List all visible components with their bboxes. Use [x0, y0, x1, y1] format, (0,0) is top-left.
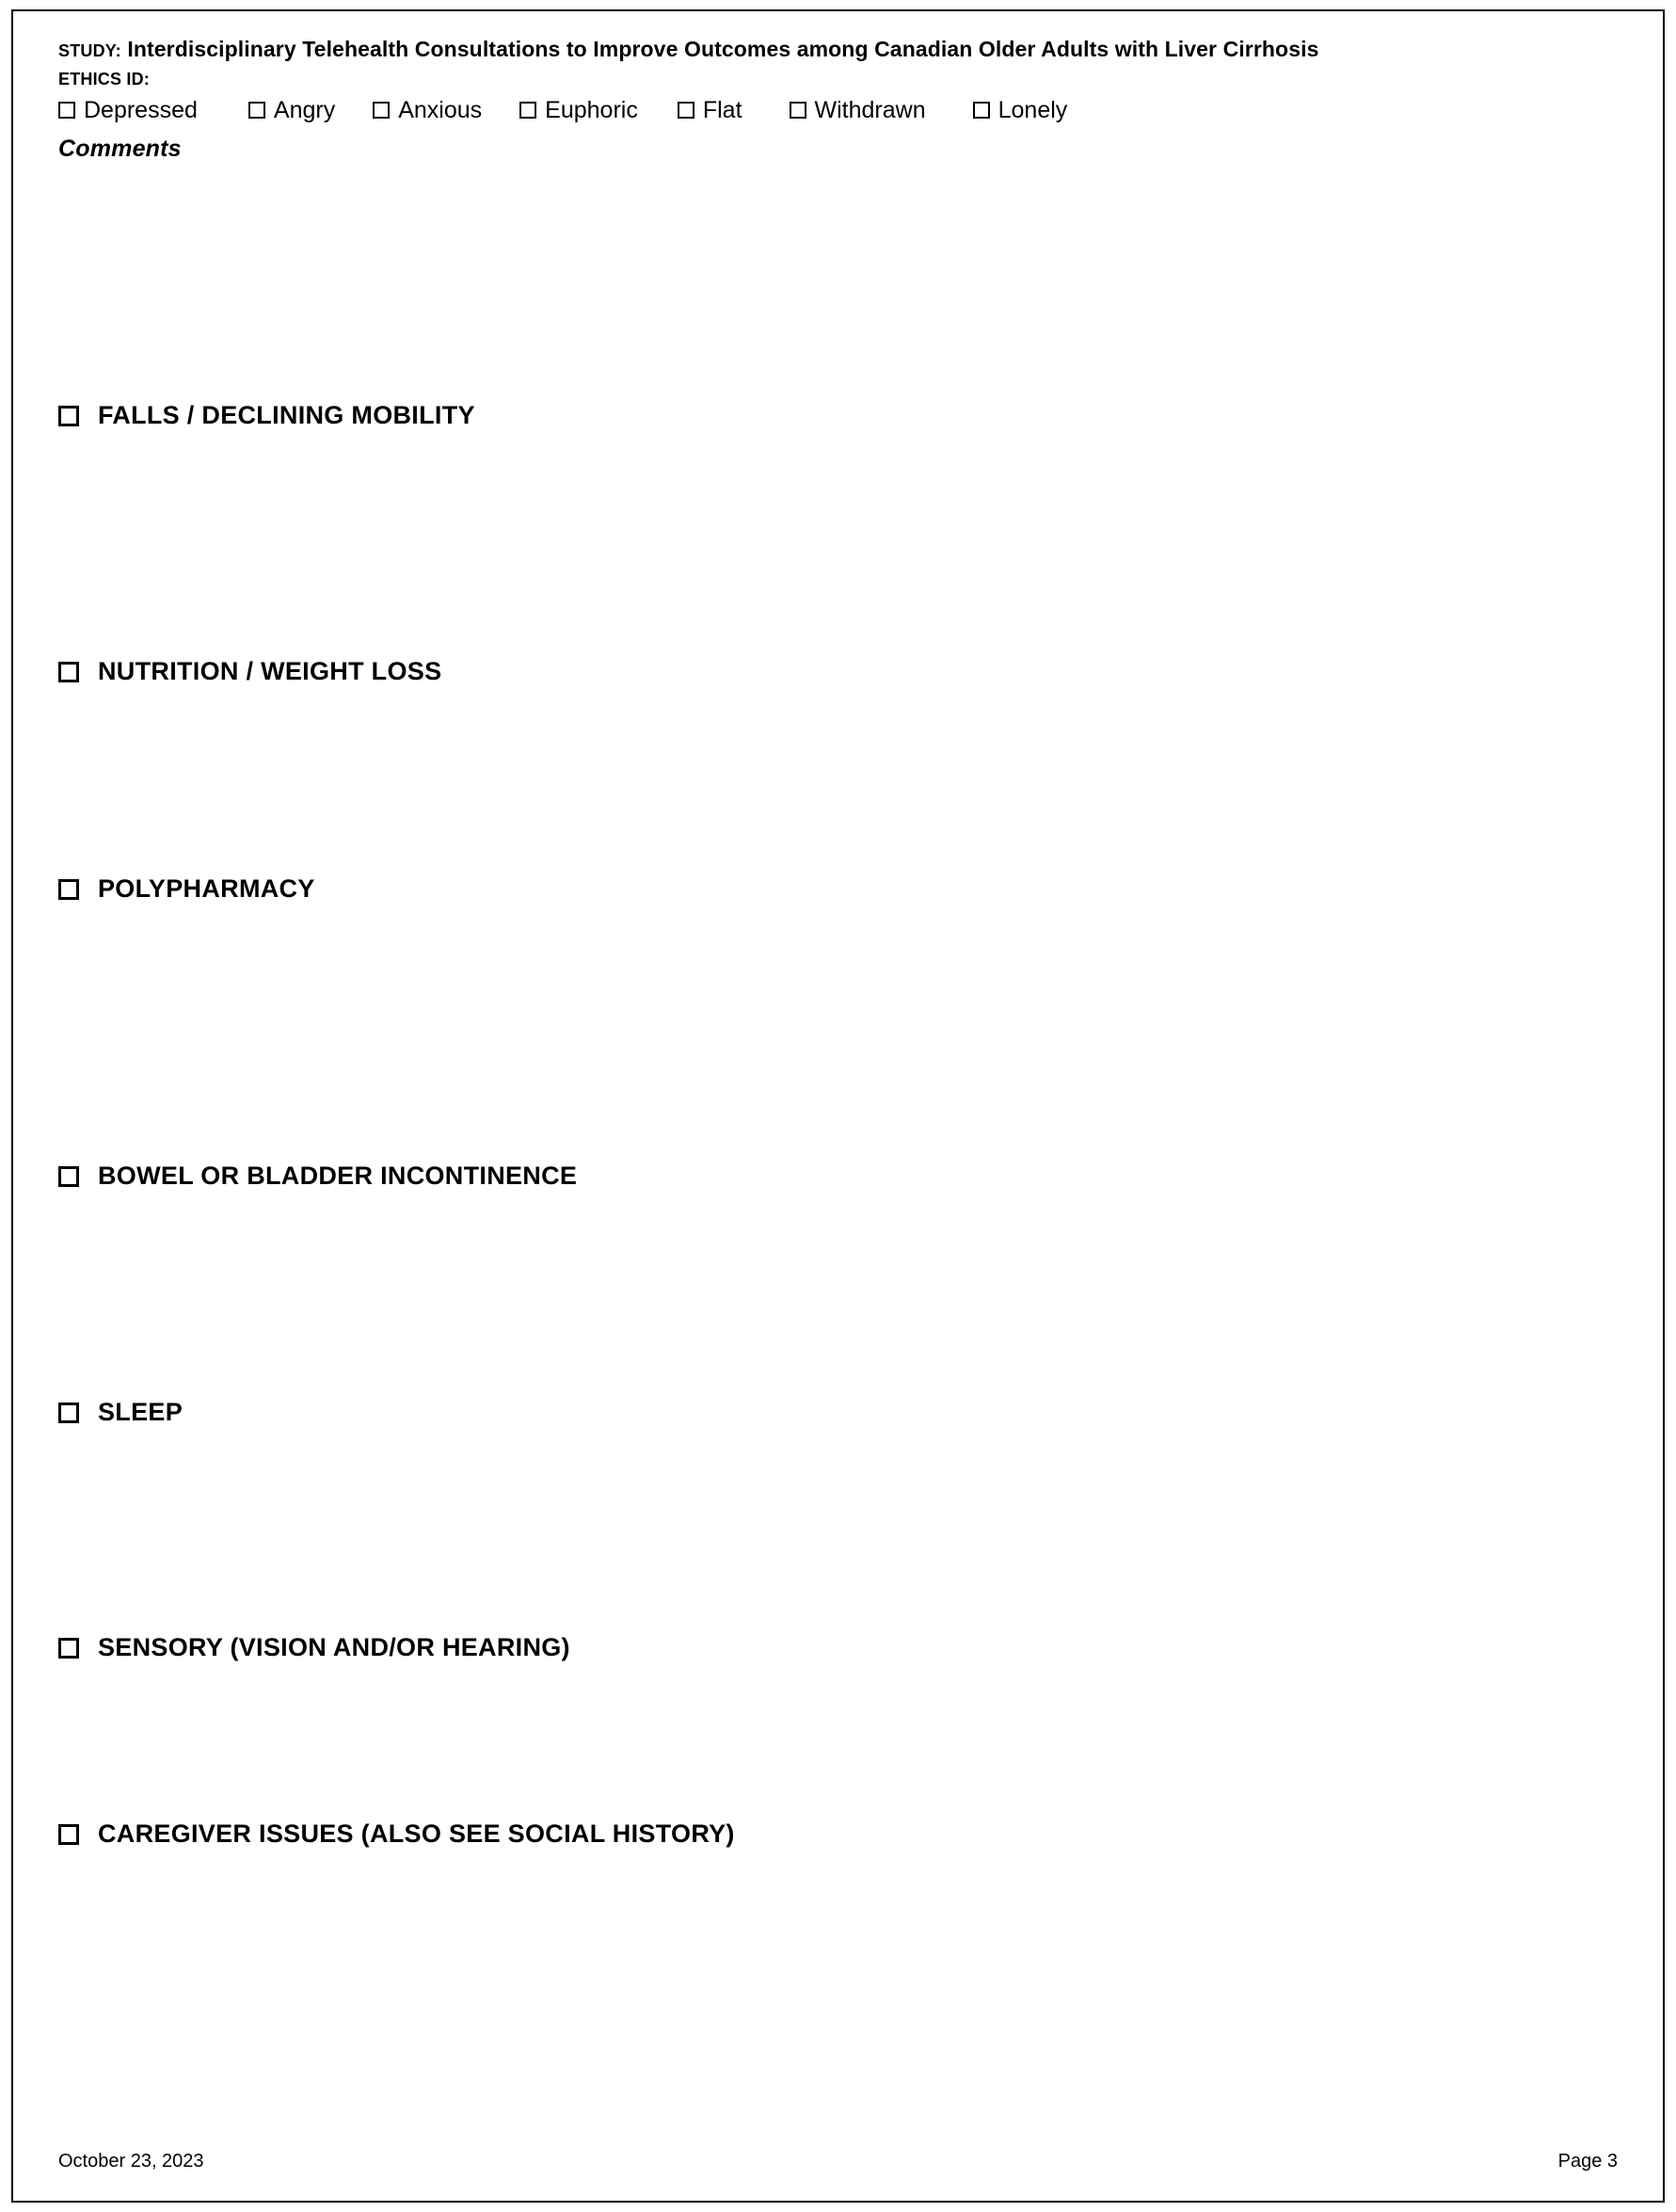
- section-title: POLYPHARMACY: [98, 874, 315, 903]
- section-title: CAREGIVER ISSUES (ALSO SEE SOCIAL HISTORY): [98, 1819, 735, 1848]
- study-line: [58, 36, 1618, 64]
- checkbox-icon[interactable]: [678, 102, 694, 119]
- checkbox-icon[interactable]: [58, 662, 79, 682]
- ethics-label: ETHICS ID:: [58, 69, 151, 88]
- mood-option-label: Anxious: [398, 96, 483, 123]
- mood-option-flat[interactable]: [678, 96, 742, 123]
- section-title: SLEEP: [98, 1398, 184, 1426]
- section-nutrition-weight-loss[interactable]: [58, 659, 441, 684]
- checkbox-icon[interactable]: [58, 102, 75, 119]
- checkbox-icon[interactable]: [58, 1638, 79, 1659]
- mood-checkbox-row: [58, 96, 1618, 123]
- checkbox-icon[interactable]: [58, 1824, 79, 1845]
- mood-option-label: Flat: [702, 96, 742, 123]
- mood-option-withdrawn[interactable]: [790, 96, 926, 123]
- study-title: Interdisciplinary Telehealth Consultations to Improve Outcomes among Canadian Older Adults with Liver Cirrhosis: [127, 37, 1319, 61]
- section-title: FALLS / DECLINING MOBILITY: [98, 401, 475, 429]
- checkbox-icon[interactable]: [248, 102, 265, 119]
- study-label: STUDY:: [58, 41, 121, 60]
- section-sensory-vision-hearing[interactable]: [58, 1635, 570, 1660]
- page-footer: [58, 2151, 1618, 2172]
- checkbox-icon[interactable]: [58, 1403, 79, 1423]
- mood-option-euphoric[interactable]: [519, 96, 638, 123]
- checkbox-icon[interactable]: [973, 102, 990, 119]
- mood-option-label: Angry: [273, 96, 336, 123]
- mood-option-angry[interactable]: [248, 96, 336, 123]
- checkbox-icon[interactable]: [58, 879, 79, 900]
- page-content: [13, 13, 1663, 2199]
- mood-option-lonely[interactable]: [973, 96, 1068, 123]
- mood-option-label: Lonely: [998, 96, 1068, 123]
- section-polypharmacy[interactable]: [58, 876, 315, 902]
- footer-date: October 23, 2023: [58, 2151, 204, 2172]
- checkbox-icon[interactable]: [58, 1166, 79, 1187]
- checkbox-icon[interactable]: [790, 102, 806, 119]
- mood-option-depressed[interactable]: [58, 96, 198, 123]
- section-title: NUTRITION / WEIGHT LOSS: [98, 657, 442, 685]
- section-caregiver-issues[interactable]: [58, 1821, 735, 1847]
- ethics-line: [58, 70, 1618, 89]
- mood-option-anxious[interactable]: [373, 96, 483, 123]
- mood-option-label: Depressed: [84, 96, 198, 123]
- checkbox-icon[interactable]: [519, 102, 536, 119]
- section-title: SENSORY (VISION AND/OR HEARING): [98, 1633, 570, 1661]
- footer-page-number: Page 3: [1557, 2151, 1618, 2172]
- comments-heading: Comments: [58, 135, 182, 162]
- section-bowel-or-bladder-incontinence[interactable]: [58, 1163, 577, 1189]
- section-falls-declining-mobility[interactable]: [58, 403, 475, 428]
- section-sleep[interactable]: [58, 1400, 183, 1425]
- mood-option-label: Withdrawn: [814, 96, 926, 123]
- checkbox-icon[interactable]: [373, 102, 390, 119]
- mood-option-label: Euphoric: [545, 96, 638, 123]
- section-title: BOWEL OR BLADDER INCONTINENCE: [98, 1162, 578, 1190]
- checkbox-icon[interactable]: [58, 406, 79, 426]
